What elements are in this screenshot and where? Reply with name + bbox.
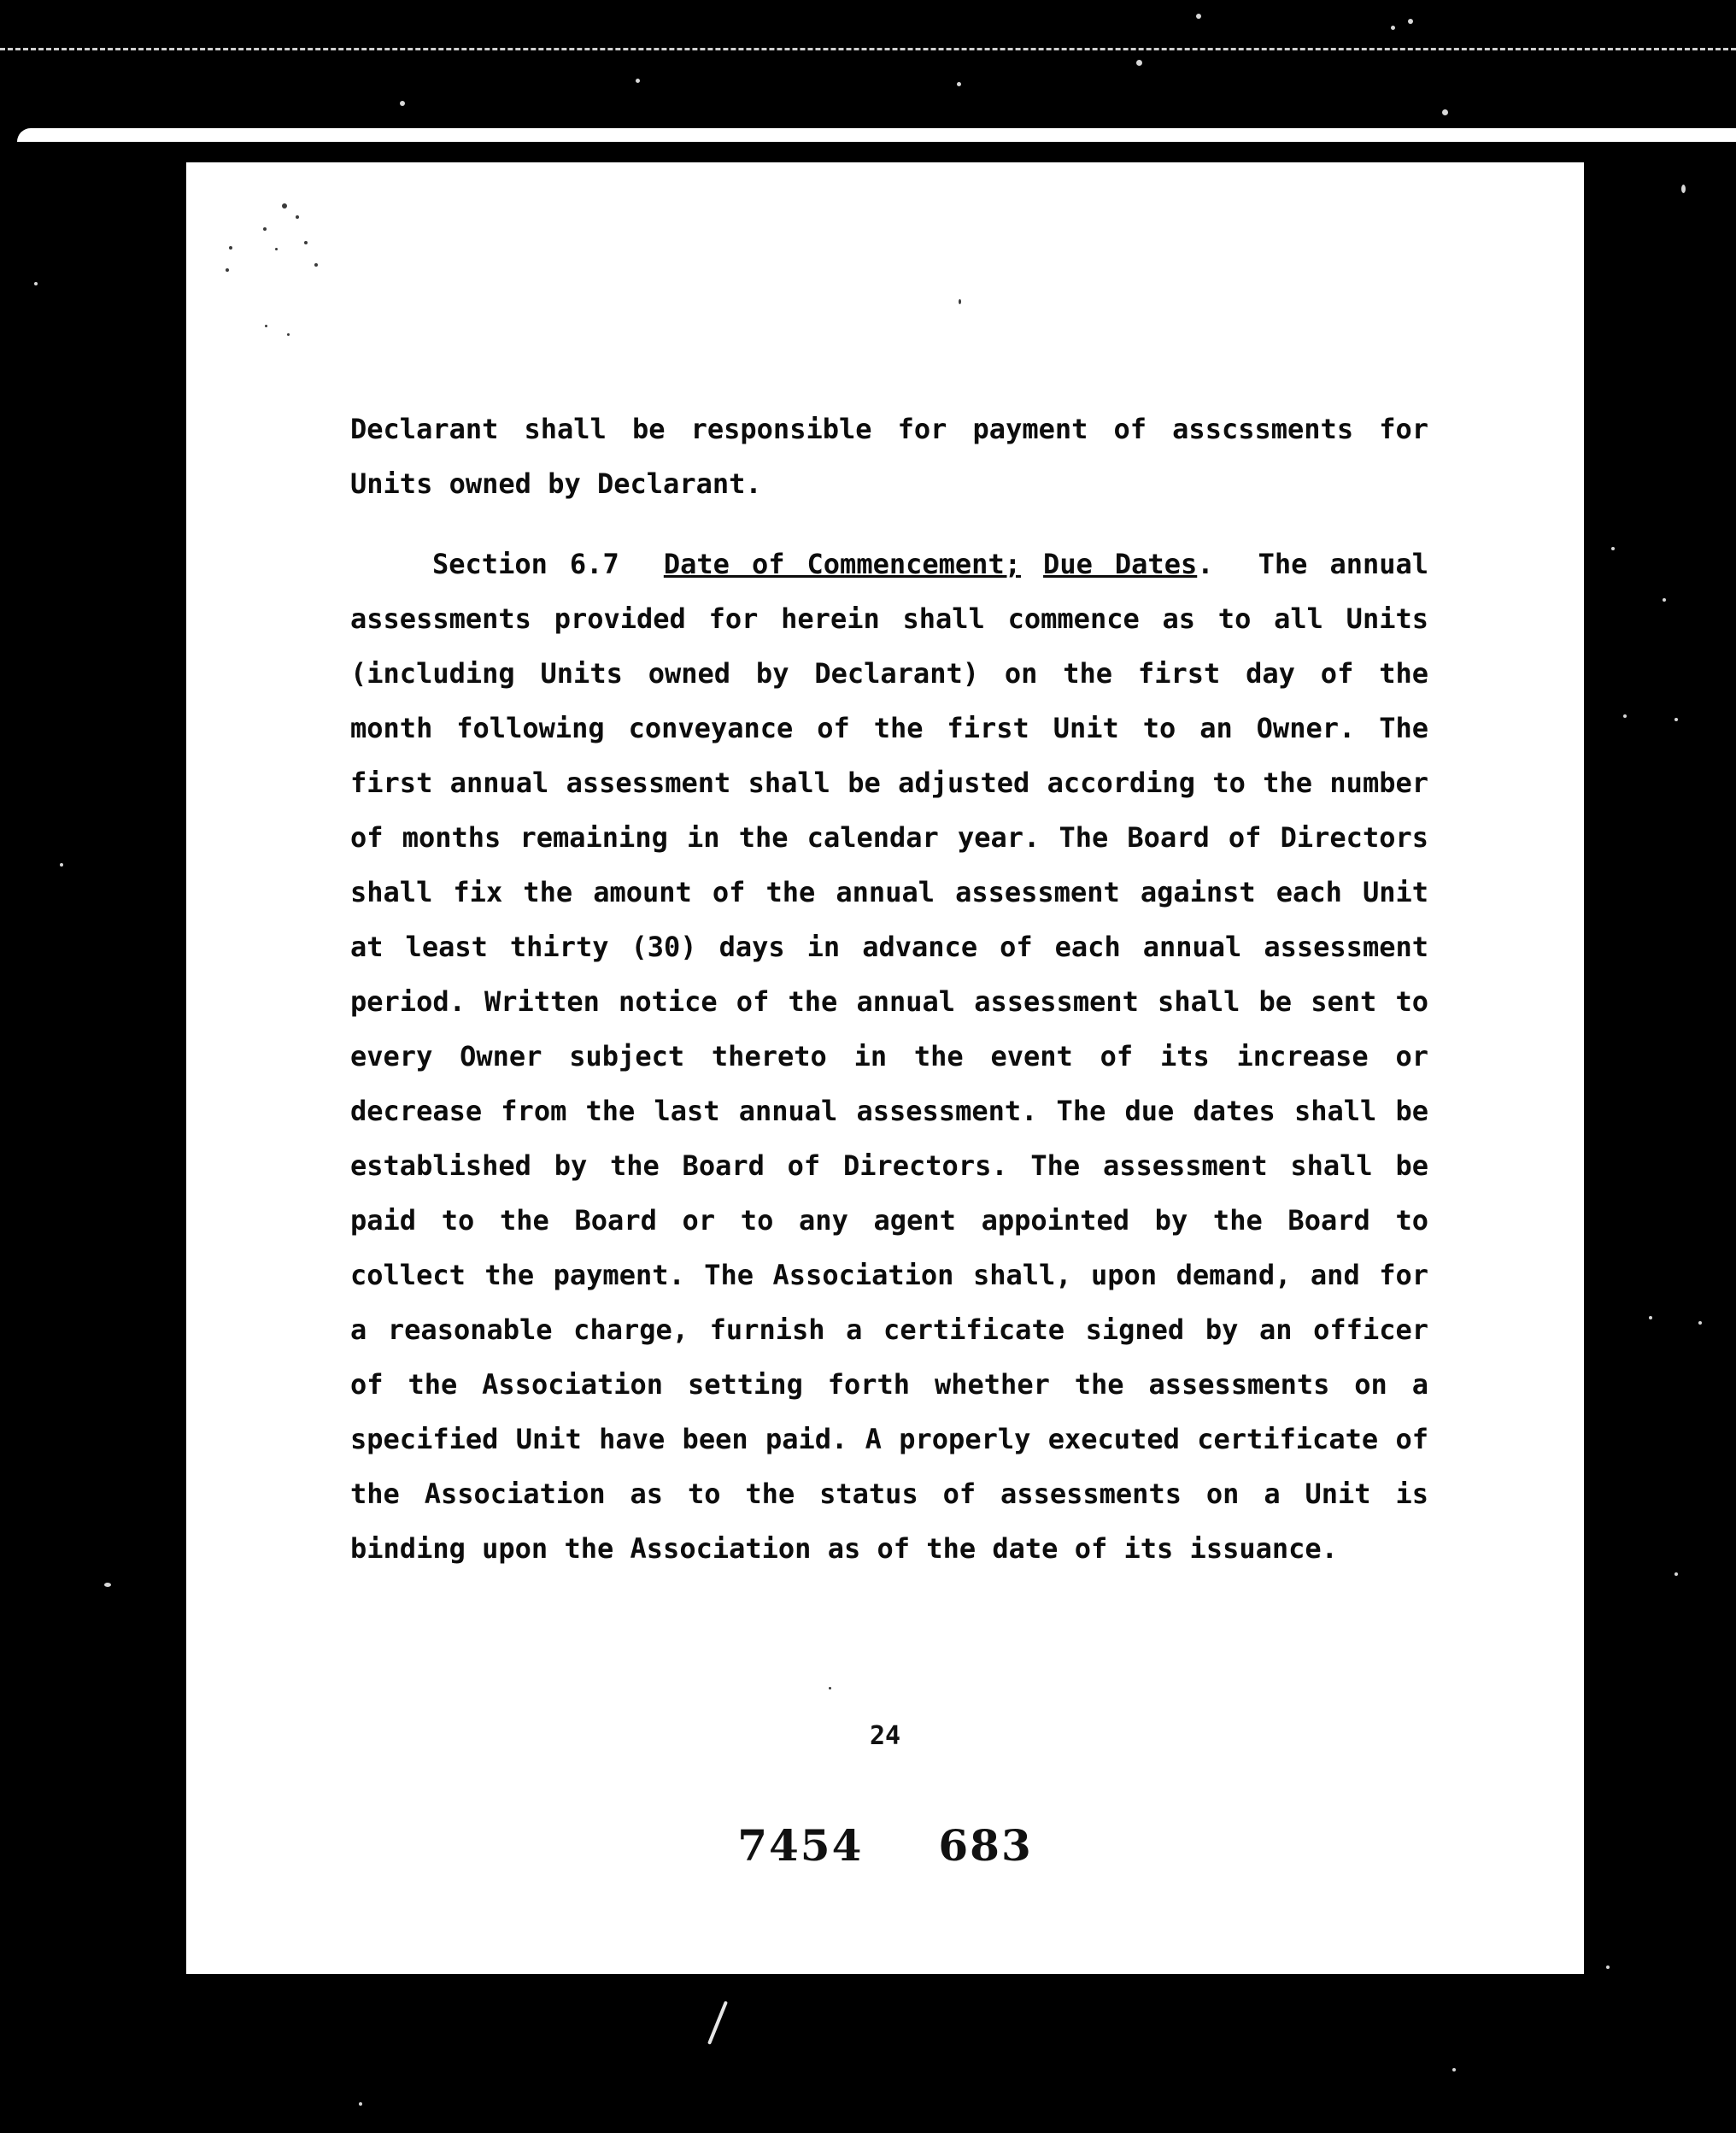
scan-speck (104, 1583, 111, 1587)
scan-mark (707, 2001, 728, 2045)
scan-speck (1136, 60, 1142, 66)
stamp-number-right: 683 (938, 1820, 1033, 1871)
scan-speck (400, 101, 405, 106)
scan-speck (359, 2102, 362, 2106)
scan-speck (1623, 714, 1627, 718)
paragraph-section-6-7 (350, 537, 1428, 1576)
scan-speck (1452, 2068, 1456, 2071)
scan-speck (275, 248, 278, 250)
scan-speck (1681, 185, 1686, 193)
section-heading-date-of-commencement: Date of Commencement; (663, 548, 1021, 580)
section-heading-due-dates: Due Dates (1043, 548, 1198, 580)
scan-speck (1408, 19, 1413, 24)
scan-speck (1391, 26, 1395, 30)
scan-speck (304, 241, 308, 244)
scan-speck (1674, 718, 1678, 721)
scan-speck (1196, 14, 1201, 19)
scan-speck (34, 282, 38, 285)
scan-speck (265, 325, 267, 327)
scan-speck (636, 79, 640, 83)
section-6-7-body: The annual assessments provided for herein shall commence as to all Units (including Units owned by Declarant) on the first day of the month following conveyance of the first Unit to an Owner. The first annual assessment shall be adjusted according to the number of months remaining in the calendar year. The Board of Directors shall fix the amount of the annual assessment against each Unit at least thirty (30) days in advance of each annual assessment period. Written notice of the annual assessment shall be sent to every Owner subject thereto in the event of its increase or decrease from the last annual assessment. The due dates shall be established by the Board of Directors. The assessment shall be paid to the Board or to any agent appointed by the Board to collect the payment. The Association shall, upon demand, and for a reasonable charge, furnish a certificate signed by an officer of the Association setting forth whether the assessments on a specified Unit have been paid. A properly executed certificate of the Association as to the status of assessments on a Unit is binding upon the Association as of the date of its issuance. (350, 548, 1429, 1565)
scan-edge-band (17, 128, 1736, 142)
scan-speck (1698, 1321, 1702, 1325)
scan-speck (959, 299, 961, 304)
scan-speck (1442, 109, 1448, 115)
scan-speck (314, 263, 318, 267)
scan-speck (60, 863, 63, 867)
scan-speck (296, 215, 299, 219)
page-number: 24 (869, 1721, 901, 1751)
section-heading-period: . (1197, 548, 1214, 580)
scan-speck (229, 246, 232, 250)
scan-speck (1649, 1316, 1652, 1319)
scan-speck (1663, 598, 1666, 602)
scan-speck (829, 1687, 831, 1689)
document-stamp-number (186, 1820, 1584, 1871)
body-text (350, 402, 1428, 1576)
scan-speck (1674, 1572, 1678, 1576)
scan-speck (282, 203, 287, 209)
scan-speck (957, 82, 961, 86)
paragraph-declarant: Declarant shall be responsible for payment of asscssments for Units owned by Declarant. (350, 413, 1428, 500)
scan-speck (287, 333, 290, 336)
scan-speck (226, 268, 229, 272)
document-page (186, 162, 1584, 1974)
stamp-number-left: 7454 (737, 1820, 864, 1871)
section-label: Section 6.7 (432, 548, 619, 580)
scan-speck (263, 227, 267, 231)
scan-speck (1606, 1966, 1610, 1969)
scan-speck (1611, 547, 1615, 550)
scan-edge-rule (0, 48, 1736, 50)
